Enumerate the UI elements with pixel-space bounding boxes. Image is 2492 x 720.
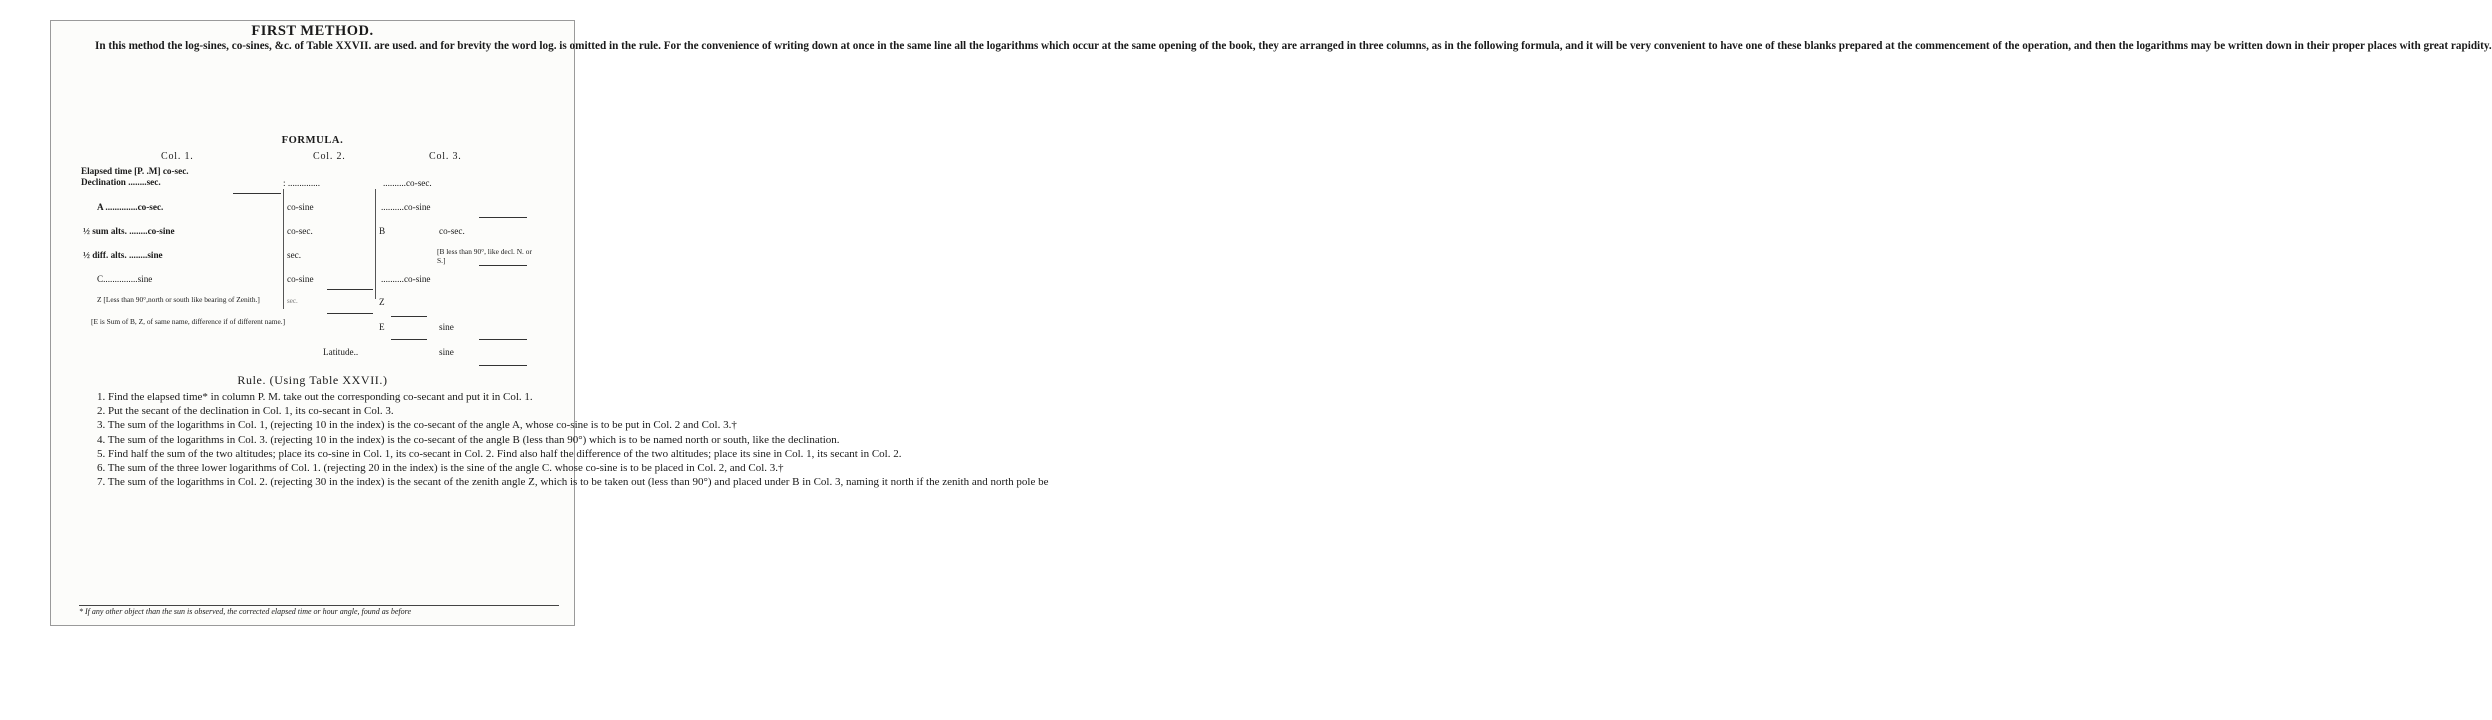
col3-b-note: [B less than 90°, like decl. N. or S.]	[437, 247, 532, 265]
col3-e: sine	[439, 322, 454, 332]
intro-text: In this method the log-sines, co-sines, &c. of Table XXVII. are used. and for brevity the word log. is omitted in the rule. For the convenience of writing down at once in the same line all the logarithms which occur at the same opening of the book, they are arranged in three columns, as in the following formula, and it will be very convenient to have one of these blanks prepared at the commencement of the operation, and then the logarithms may be written down in their proper places with great rapidity.	[95, 40, 2492, 52]
col3-b-label: B	[379, 226, 386, 236]
rule-heading: Rule. (Using Table XXVII.)	[237, 373, 388, 387]
rule-item: 2. Put the secant of the declination in Col. 1, its co-secant in Col. 3.	[97, 405, 394, 418]
col1-a: A ..............co-sec.	[97, 202, 164, 212]
col1-declination: Declination ........sec.	[81, 177, 161, 187]
col2-half-sum: co-sec.	[287, 226, 313, 236]
col2-latitude: Latitude..	[323, 347, 359, 357]
blank-line	[233, 193, 281, 194]
col3-z-label: Z	[379, 297, 385, 307]
blank-line	[327, 313, 373, 314]
col3-declination: ..........co-sec.	[383, 178, 432, 188]
book-page	[50, 20, 2492, 626]
rule-item: 3. The sum of the logarithms in Col. 1, (rejecting 10 in the index) is the co-secant of the angle A, whose co-sine is to be put in Col. 2 and Col. 3.†	[97, 419, 737, 432]
col3-header: Col. 3.	[429, 151, 462, 162]
blank-line	[327, 289, 373, 290]
col1-c: C...............sine	[97, 274, 153, 284]
intro-paragraph	[81, 39, 2492, 53]
rule-list	[79, 390, 1049, 489]
blank-line	[479, 365, 527, 366]
col3-a: ..........co-sine	[381, 202, 431, 212]
blank-line	[479, 339, 527, 340]
col2-c: co-sine	[287, 274, 314, 284]
col2-z: sec.	[287, 297, 298, 305]
col3-c: ..........co-sine	[381, 274, 431, 284]
blank-line	[391, 339, 427, 340]
col1-half-diff: ½ diff. alts. ........sine	[83, 250, 163, 260]
col2-header: Col. 2.	[313, 151, 346, 162]
blank-line	[479, 265, 527, 266]
col3-latitude: sine	[439, 347, 454, 357]
rule-item: 7. The sum of the logarithms in Col. 2. (rejecting 30 in the index) is the secant of the zenith angle Z, which is to be taken out (less than 90°) and placed under B in Col. 3, naming it north if the zenith and north pole be	[97, 476, 1049, 489]
page-title: FIRST METHOD.	[251, 23, 374, 39]
col1-header: Col. 1.	[161, 151, 194, 162]
col1-z-note: Z [Less than 90°,north or south like bearing of Zenith.]	[97, 295, 260, 304]
footnote: * If any other object than the sun is observed, the corrected elapsed time or hour angle, found as before	[79, 605, 559, 616]
col2-a: co-sine	[287, 202, 314, 212]
rule-item: 5. Find half the sum of the two altitudes; place its co-sine in Col. 1, its co-secant in Col. 2. Find also half the difference of the two altitudes; place its sine in Col. 1, its secant in Col. 2.	[97, 447, 902, 460]
col1-elapsed: Elapsed time [P. .M] co-sec.	[81, 166, 189, 176]
rule-item: 1. Find the elapsed time* in column P. M. take out the corresponding co-secant and put it in Col. 1.	[97, 391, 533, 403]
col2-dots: : ..............	[283, 178, 321, 188]
col1-e-note: [E is Sum of B, Z, of same name, difference if of different name.]	[91, 317, 286, 326]
formula-heading: FORMULA.	[281, 135, 344, 146]
rule-item: 6. The sum of the three lower logarithms of Col. 1. (rejecting 20 in the index) is the sine of the angle C. whose co-sine is to be placed in Col. 2, and Col. 3.†	[97, 462, 784, 475]
rule-item: 4. The sum of the logarithms in Col. 3. (rejecting 10 in the index) is the co-secant of the angle B (less than 90°) which is to be named north or south, like the declination.	[97, 433, 840, 446]
col-divider	[375, 189, 376, 299]
col-divider	[283, 189, 284, 309]
blank-line	[391, 316, 427, 317]
col2-half-diff: sec.	[287, 250, 302, 260]
blank-line	[479, 217, 527, 218]
col3-e-label: E	[379, 322, 385, 332]
col1-half-sum: ½ sum alts. ........co-sine	[83, 226, 175, 236]
col3-b: co-sec.	[439, 226, 465, 236]
